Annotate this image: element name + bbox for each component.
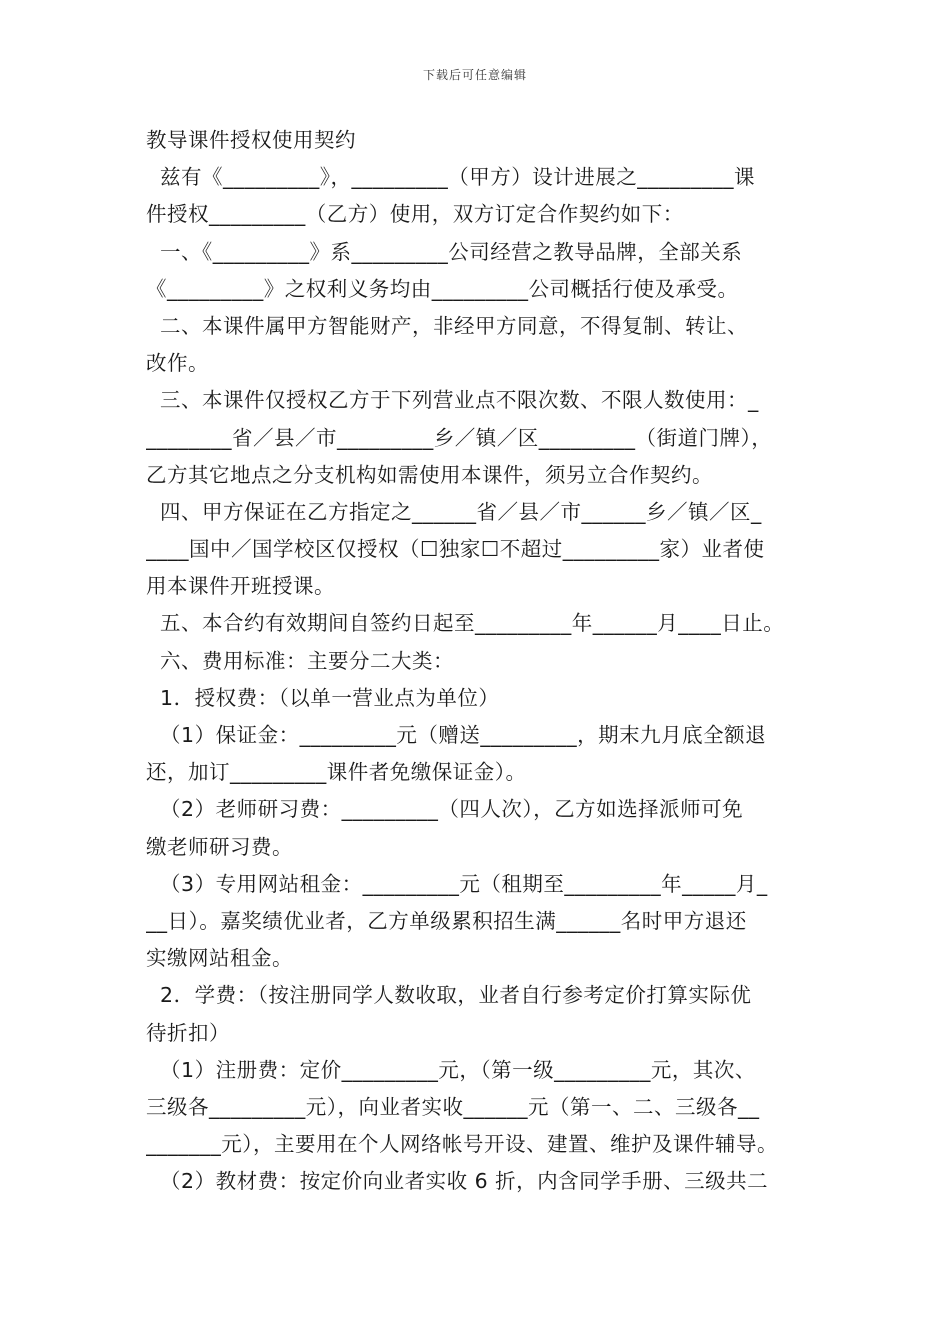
doc-line: 件授权_________（乙方）使用，双方订定合作契约如下： (146, 202, 684, 227)
doc-line: 三、本课件仅授权乙方于下列营业点不限次数、不限人数使用：_ (146, 388, 759, 413)
doc-line: ________省／县／市_________乡／镇／区_________（街道门牌）， (146, 425, 773, 450)
doc-line: 兹有《_________》，_________（甲方）设计进展之_________课 (146, 165, 756, 190)
doc-line: 待折扣） (146, 1020, 230, 1045)
doc-line: 改作。 (146, 351, 209, 376)
doc-line: （3）专用网站租金：_________元（租期至_________年_____月_ (146, 871, 768, 896)
doc-line: ____国中／国学校区仅授权（☐独家☐不超过_________家）业者使 (146, 537, 765, 562)
doc-line: 实缴网站租金。 (146, 946, 293, 971)
doc-line: 2．学费：（按注册同学人数收取，业者自行参考定价打算实际优 (146, 983, 752, 1008)
doc-line: 六、费用标准：主要分二大类： (146, 648, 455, 673)
doc-line: 1．授权费：（以单一营业点为单位） (146, 685, 500, 710)
doc-line: _______元），主要用在个人网络帐号开设、建置、维护及课件辅导。 (146, 1132, 778, 1157)
doc-line: __日）。嘉奖绩优业者，乙方单级累积招生满______名时甲方退还 (146, 908, 747, 933)
doc-line: 三级各_________元），向业者实收______元（第一、二、三级各__ (146, 1094, 760, 1119)
page-header: 下载后可任意编辑 (422, 68, 527, 82)
doc-line: 用本课件开班授课。 (146, 574, 335, 599)
doc-line: 一、《_________》系_________公司经营之教导品牌，全部关系 (146, 239, 743, 264)
doc-line: 还，加订_________课件者免缴保证金）。 (146, 760, 527, 785)
doc-title: 教导课件授权使用契约 (146, 128, 356, 152)
doc-line: 《_________》之权利义务均由_________公司概括行使及承受。 (146, 276, 739, 301)
doc-line: （1）保证金：_________元（赠送_________，期末九月底全额退 (146, 723, 767, 747)
doc-line: （1）注册费：定价_________元，（第一级_________元，其次、 (146, 1057, 756, 1082)
doc-line: （2）老师研习费：_________（四人次），乙方如选择派师可免 (146, 797, 744, 822)
doc-line: 缴老师研习费。 (146, 834, 293, 859)
doc-line: 四、甲方保证在乙方指定之______省／县／市______乡／镇／区_ (146, 499, 762, 524)
doc-line: （2）教材费：按定价向业者实收 6 折，内含同学手册、三级共二 (146, 1169, 769, 1194)
doc-line: 五、本合约有效期间自签约日起至_________年______月____日止。 (146, 611, 785, 636)
document-body (146, 122, 810, 1200)
doc-line: 乙方其它地点之分支机构如需使用本课件，须另立合作契约。 (146, 462, 713, 487)
doc-line: 二、本课件属甲方智能财产，非经甲方同意，不得复制、转让、 (146, 313, 749, 338)
